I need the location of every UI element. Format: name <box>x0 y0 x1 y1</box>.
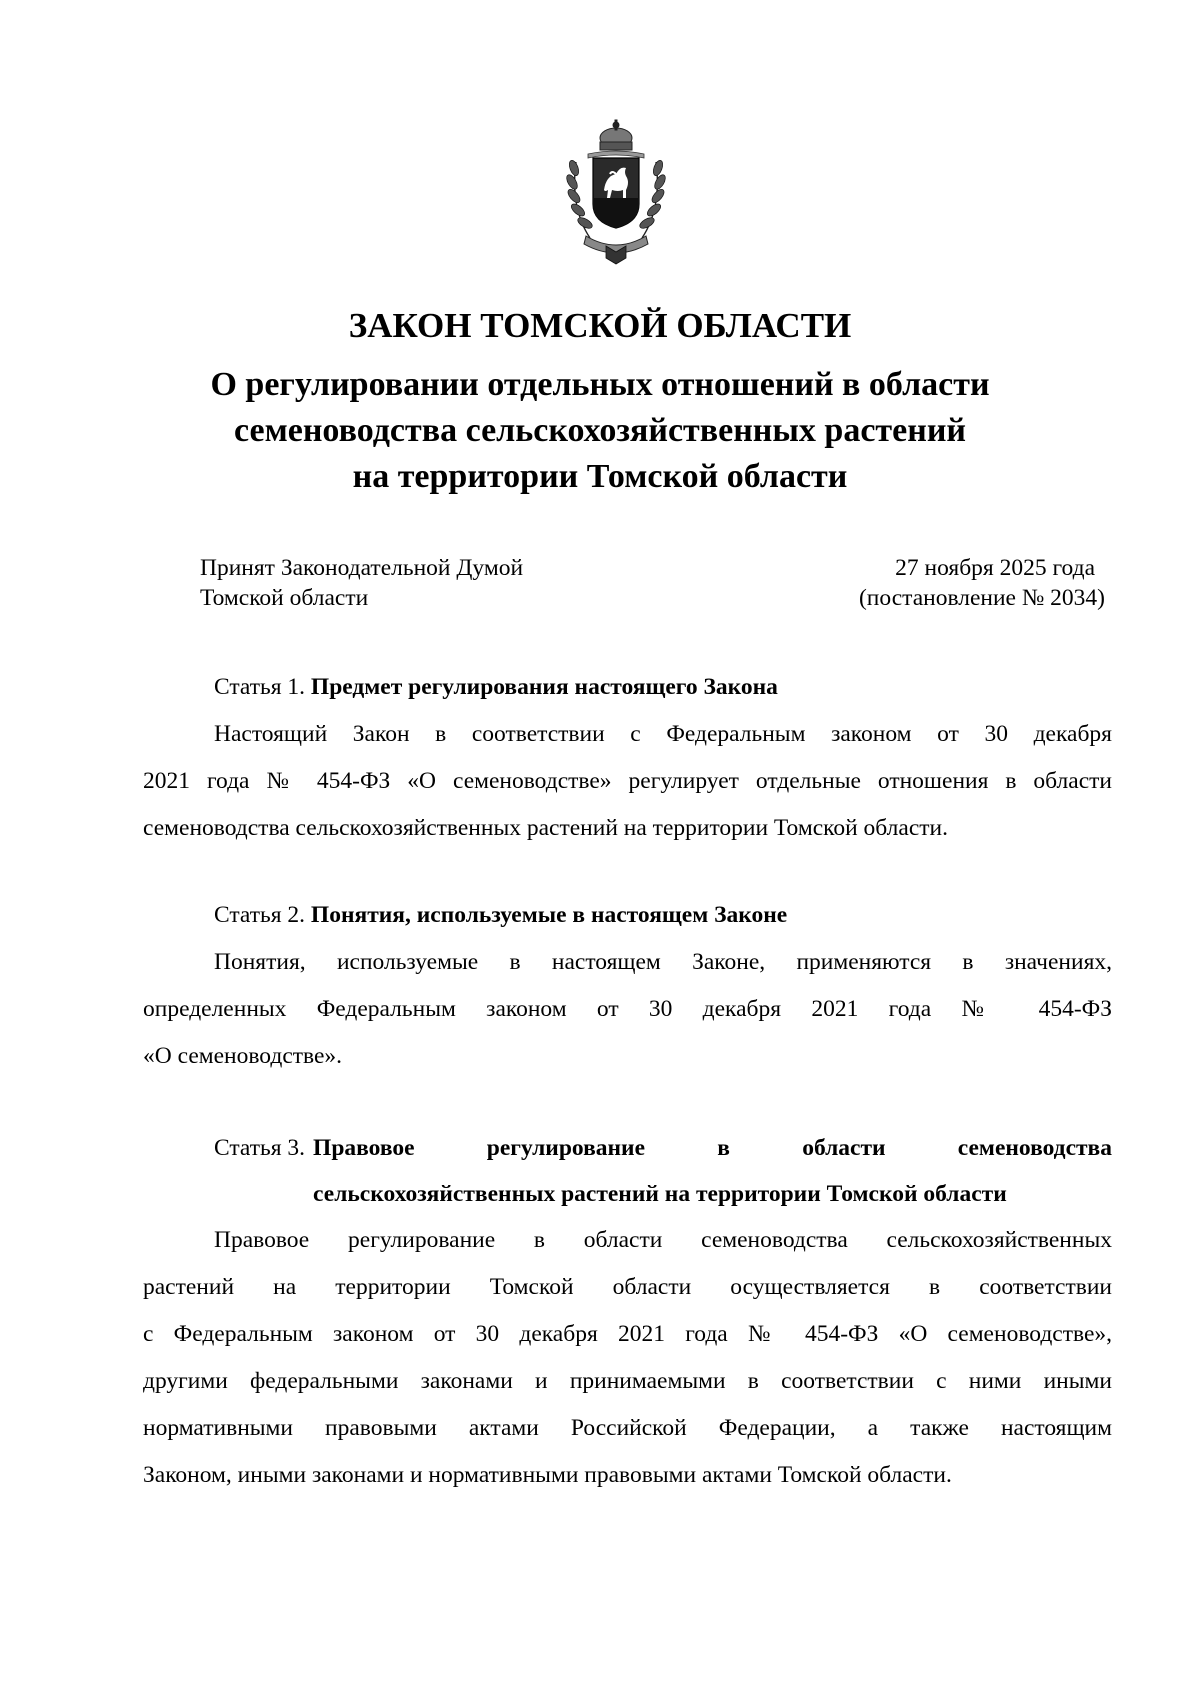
article-label: Статья 1. <box>214 674 306 700</box>
text-line: «О семеноводстве». <box>143 1043 343 1069</box>
law-subtitle <box>0 362 1200 500</box>
subtitle-line: О регулировании отдельных отношений в области <box>210 366 990 403</box>
adopted-by <box>200 553 523 613</box>
text-line: Настоящий Закон в соответствии с Федеральным законом от 30 декабря <box>214 721 1112 747</box>
article-3 <box>143 1125 1112 1499</box>
coat-of-arms-icon <box>560 118 672 268</box>
subtitle-line: семеноводства сельскохозяйственных растений <box>233 412 966 449</box>
text-line: с Федеральным законом от 30 декабря 2021 года № 454-ФЗ «О семеноводстве», <box>143 1321 1112 1347</box>
article-title: Предмет регулирования настоящего Закона <box>310 674 778 700</box>
article-title-line: сельскохозяйственных растений на территории Томской области <box>313 1181 1007 1207</box>
text-line: Понятия, используемые в настоящем Законе, применяются в значениях, <box>214 949 1112 975</box>
article-1 <box>143 672 1112 852</box>
article-2 <box>143 900 1112 1080</box>
article-heading <box>143 1125 1112 1217</box>
text-line: Правовое регулирование в области семеноводства сельскохозяйственных <box>214 1227 1112 1253</box>
article-heading <box>143 900 1112 930</box>
article-title <box>313 1125 1112 1217</box>
adopted-by-line: Томской области <box>200 585 369 611</box>
text-line: другими федеральными законами и принимаемыми в соответствии с ними иными <box>143 1368 1112 1394</box>
article-text <box>143 1217 1112 1499</box>
article-label: Статья 2. <box>214 902 306 928</box>
text-line: нормативными правовыми актами Российской Федерации, а также настоящим <box>143 1415 1112 1441</box>
law-title: ЗАКОН ТОМСКОЙ ОБЛАСТИ <box>348 306 852 345</box>
text-line: семеноводства сельскохозяйственных растений на территории Томской области. <box>143 815 948 841</box>
article-title: Понятия, используемые в настоящем Законе <box>310 902 788 928</box>
article-heading <box>143 672 1112 702</box>
adoption-date: 27 ноября 2025 года <box>895 555 1095 581</box>
adoption-date-block <box>859 553 1105 613</box>
article-label: Статья 3. <box>214 1135 306 1161</box>
resolution-number: (постановление № 2034) <box>858 585 1105 611</box>
subtitle-line: на территории Томской области <box>352 458 848 495</box>
article-text <box>143 711 1112 852</box>
adopted-by-line: Принят Законодательной Думой <box>200 555 524 581</box>
article-title-line: Правовое регулирование в области семеноводства <box>313 1135 1112 1161</box>
text-line: определенных Федеральным законом от 30 декабря 2021 года № 454-ФЗ <box>143 996 1112 1022</box>
text-line: растений на территории Томской области осуществляется в соответствии <box>143 1274 1112 1300</box>
article-text <box>143 939 1112 1080</box>
text-line: Законом, иными законами и нормативными правовыми актами Томской области. <box>143 1462 952 1488</box>
text-line: 2021 года № 454-ФЗ «О семеноводстве» регулирует отдельные отношения в области <box>143 768 1112 794</box>
